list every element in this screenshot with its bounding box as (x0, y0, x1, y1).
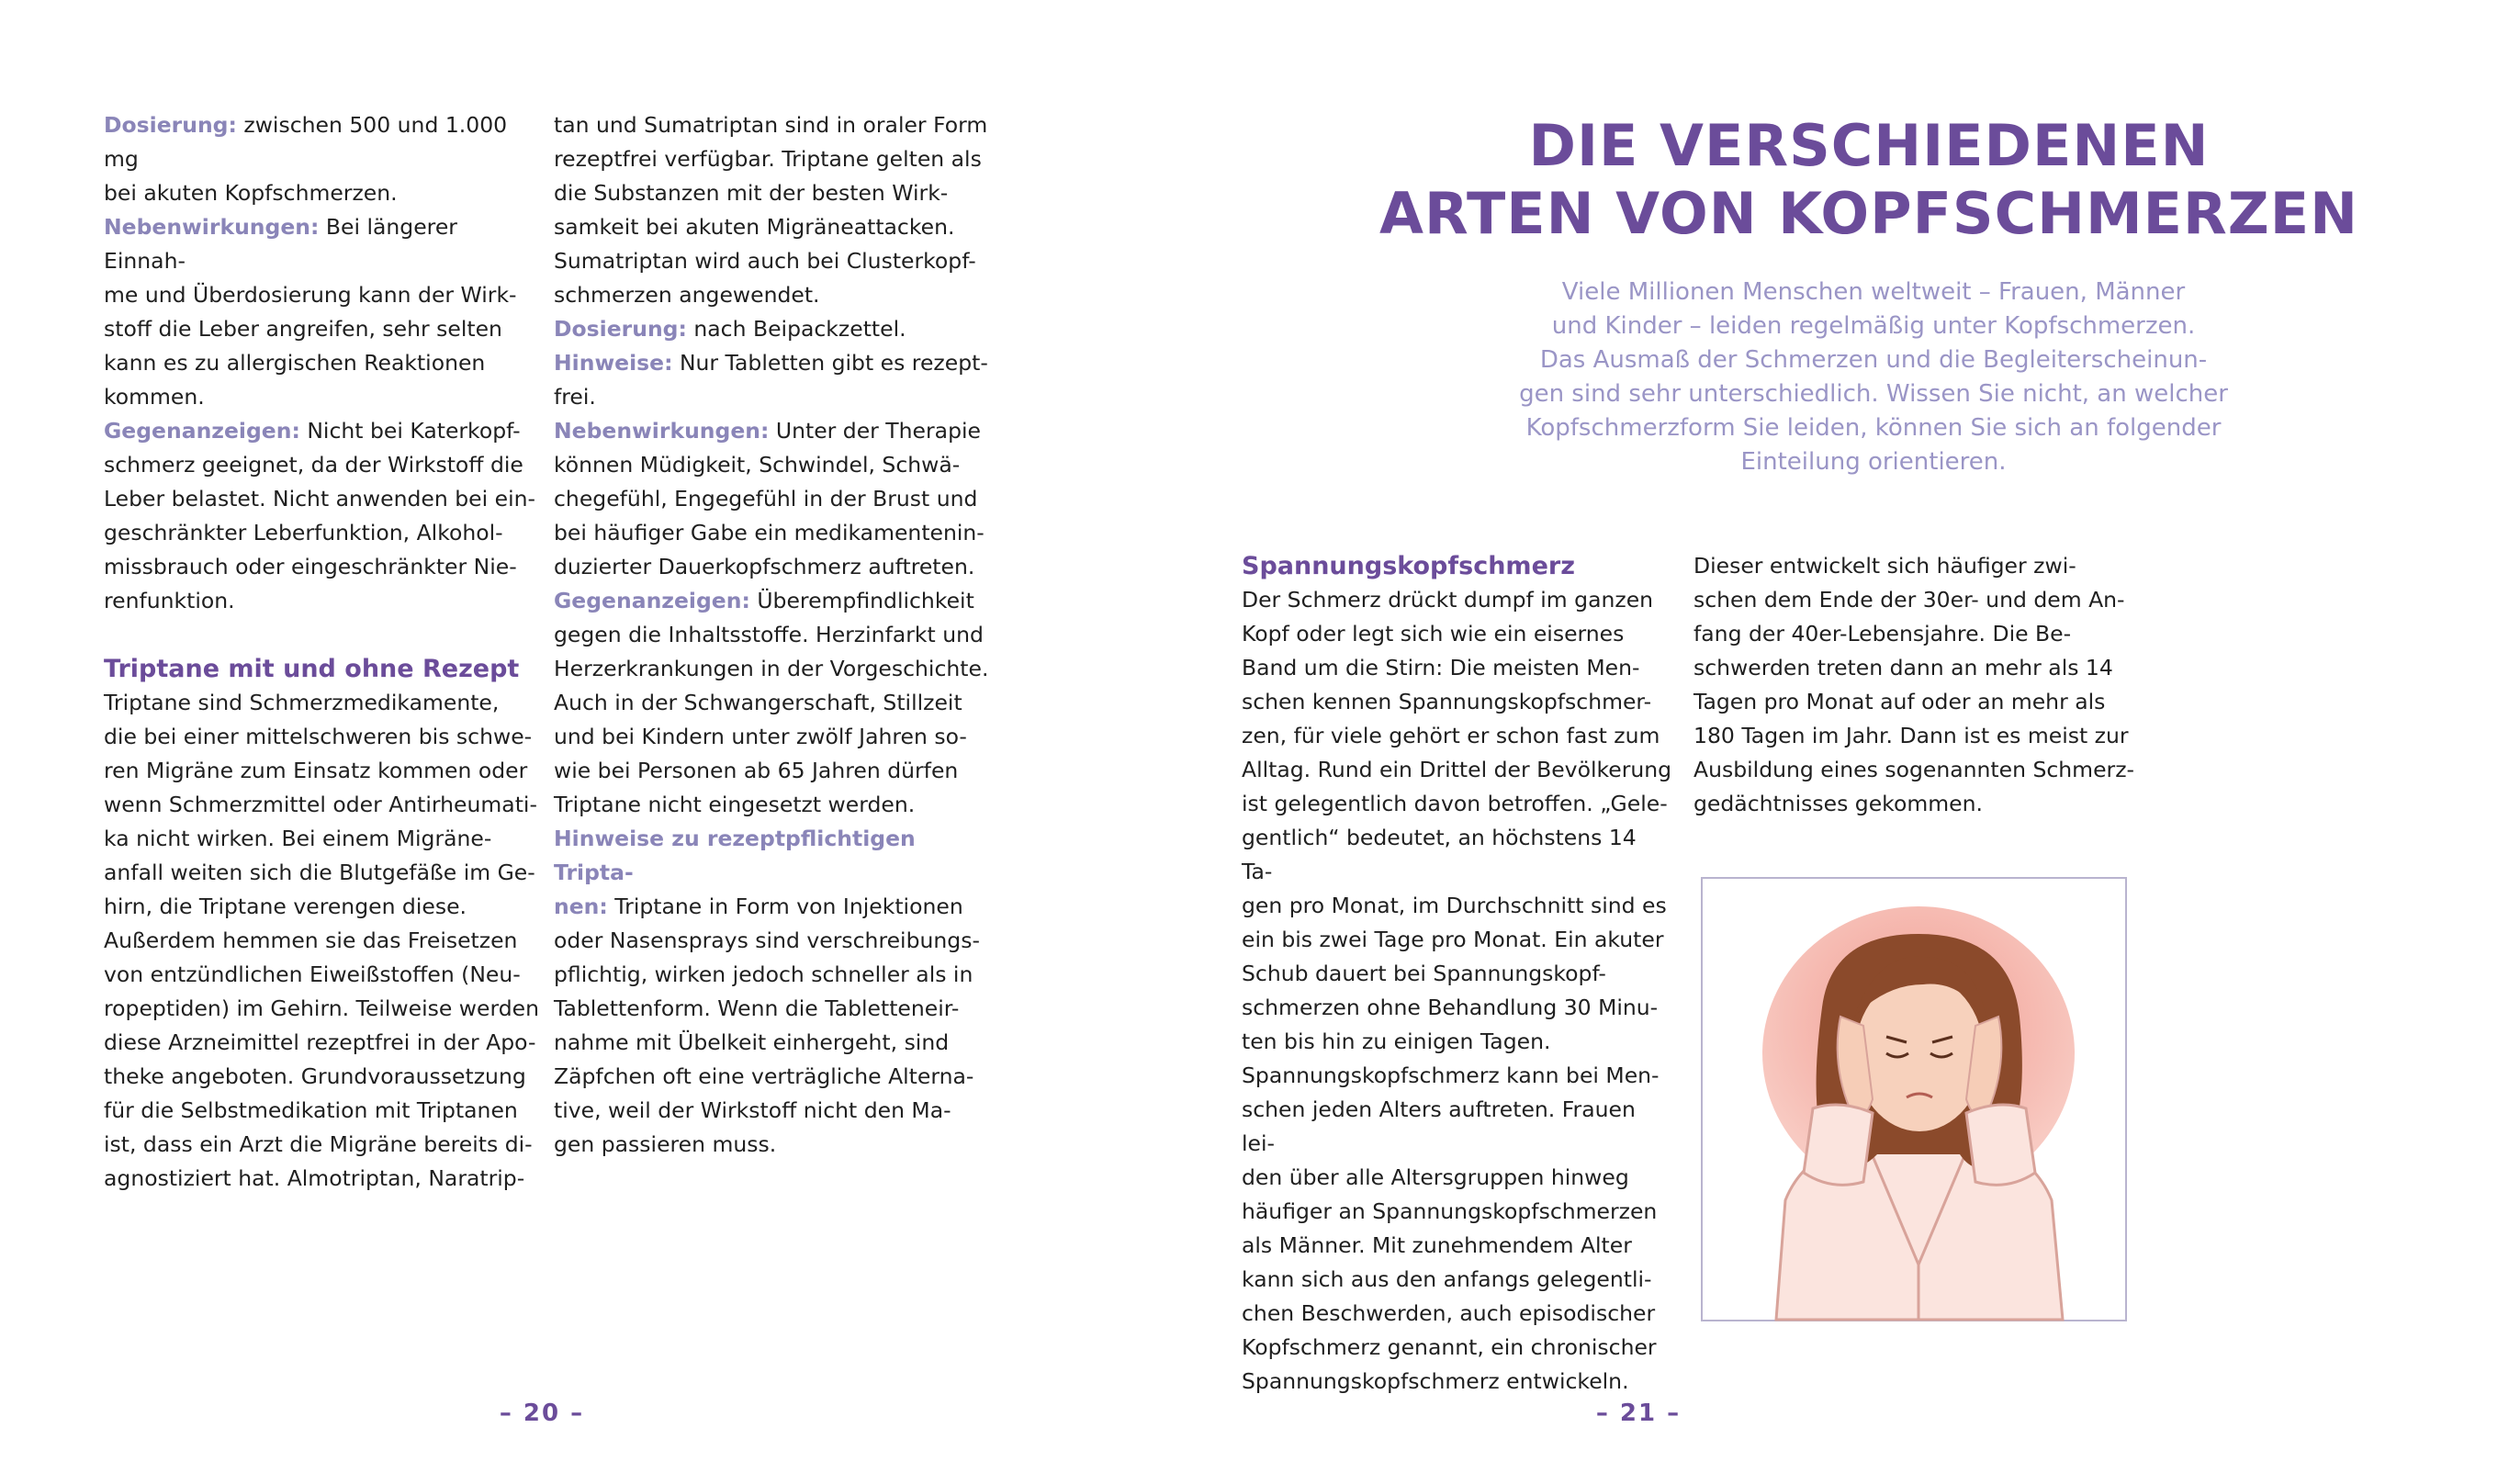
text-line: und bei Kindern unter zwölf Jahren so- (554, 724, 967, 749)
text-line: tan und Sumatriptan sind in oraler Form (554, 112, 988, 138)
text-line: chegefühl, Engegefühl in der Brust und (554, 486, 978, 512)
gegenanzeigen-label: Gegenanzeigen: (104, 418, 300, 444)
text-line (554, 584, 995, 618)
text-line: Triptane sind Schmerzmedikamente, (104, 690, 500, 715)
text-line: duzierter Dauerkopfschmerz auftreten. (554, 554, 975, 579)
text-line: gedächtnisses gekommen. (1693, 791, 1983, 816)
text-line: frei. (554, 384, 596, 410)
text-line: rezeptfrei verfügbar. Triptane gelten als (554, 146, 982, 172)
text-line: ist gelegentlich davon betroffen. „Gele- (1242, 791, 1668, 816)
text-line (554, 822, 995, 890)
text-line: die bei einer mittelschweren bis schwe- (104, 724, 533, 749)
gegenanzeigen-label: Gegenanzeigen: (554, 588, 750, 613)
text-run: zwischen 500 und 1.000 mg (104, 112, 508, 172)
text-line: Spannungskopfschmerz entwickeln. (1242, 1368, 1629, 1394)
text-line: chen Beschwerden, auch episodischer (1242, 1300, 1656, 1326)
text-line: häufiger an Spannungskopfschmerzen (1242, 1198, 1658, 1224)
text-line (554, 414, 995, 448)
text-run: nach Beipackzettel. (686, 316, 906, 342)
text-line: bei akuten Kopfschmerzen. (104, 180, 398, 206)
text-line (104, 108, 545, 176)
text-line: ten bis hin zu einigen Tagen. (1242, 1029, 1551, 1054)
text-line: Tablettenform. Wenn die Tabletteneir- (554, 995, 960, 1021)
text-run: Bei längerer Einnah- (104, 214, 457, 274)
text-line: gentlich“ bedeutet, an höchstens 14 Ta- (1242, 825, 1637, 884)
text-line: gen pro Monat, im Durchschnitt sind es (1242, 893, 1667, 918)
text-line: kommen. (104, 384, 205, 410)
text-run: Unter der Therapie (769, 418, 981, 444)
text-line: schen dem Ende der 30er- und dem An- (1693, 587, 2125, 613)
text-line: anfall weiten sich die Blutgefäße im Ge- (104, 860, 535, 885)
text-line: ist, dass ein Arzt die Migräne bereits di- (104, 1131, 533, 1157)
text-line: kann es zu allergischen Reaktionen (104, 350, 486, 376)
page-title-line-1: DIE VERSCHIEDENEN (1528, 112, 2210, 179)
text-line: Kopf oder legt sich wie ein eisernes (1242, 621, 1625, 646)
intro-line: Das Ausmaß der Schmerzen und die Begleiterscheinun- (1539, 346, 2208, 374)
section-heading-spannungskopfschmerz: Spannungskopfschmerz (1242, 552, 1575, 580)
text-run: Überempfindlichkeit (749, 588, 974, 613)
text-line: können Müdigkeit, Schwindel, Schwä- (554, 452, 961, 478)
text-line: Kopfschmerz genannt, ein chronischer (1242, 1334, 1657, 1360)
rezeptpflicht-label: Hinweise zu rezeptpflichtigen Tripta- (554, 826, 916, 885)
text-line: schen kennen Spannungskopfschmer- (1242, 689, 1652, 714)
text-line: schmerzen ohne Behandlung 30 Minu- (1242, 995, 1659, 1020)
dosierung-label: Dosierung: (104, 112, 237, 138)
section-heading-triptane: Triptane mit und ohne Rezept (104, 655, 520, 683)
text-line: hirn, die Triptane verengen diese. (104, 894, 467, 919)
left-column-1 (104, 108, 545, 1196)
intro-line: Viele Millionen Menschen weltweit – Frauen, Männer (1561, 278, 2186, 306)
text-line (554, 890, 995, 924)
left-column-2 (554, 108, 995, 1162)
intro-line: Einteilung orientieren. (1740, 448, 2007, 476)
dosierung-label: Dosierung: (554, 316, 687, 342)
text-line: Tagen pro Monat auf oder an mehr als (1693, 689, 2106, 714)
text-line: Band um die Stirn: Die meisten Men- (1242, 655, 1640, 680)
text-line: pflichtig, wirken jedoch schneller als in (554, 961, 973, 987)
text-line: agnostiziert hat. Almotriptan, Naratrip- (104, 1165, 525, 1191)
text-line: Dieser entwickelt sich häufiger zwi- (1693, 553, 2076, 579)
text-line: fang der 40er-Lebensjahre. Die Be- (1693, 621, 2072, 646)
text-line (104, 414, 545, 448)
text-line: ren Migräne zum Einsatz kommen oder (104, 758, 528, 783)
text-line: diese Arzneimittel rezeptfrei in der Apo- (104, 1029, 536, 1055)
text-run: Nicht bei Katerkopf- (299, 418, 521, 444)
left-page (0, 0, 1102, 1484)
hinweise-label: Hinweise: (554, 350, 673, 376)
woman-with-headache-image (1703, 879, 2125, 1320)
text-line: Triptane nicht eingesetzt werden. (554, 792, 916, 817)
page-title (1240, 112, 2498, 248)
text-line: Leber belastet. Nicht anwenden bei ein- (104, 486, 535, 512)
page-title-line-2: ARTEN VON KOPFSCHMERZEN (1379, 180, 2358, 247)
text-line: Der Schmerz drückt dumpf im ganzen (1242, 587, 1654, 613)
text-line: oder Nasensprays sind verschreibungs- (554, 928, 980, 953)
text-line (554, 312, 995, 346)
text-line: tive, weil der Wirkstoff nicht den Ma- (554, 1097, 951, 1123)
right-column-2 (1693, 549, 2134, 821)
text-run: Nur Tabletten gibt es rezept- (672, 350, 988, 376)
text-line: Schub dauert bei Spannungskopf- (1242, 961, 1606, 986)
nebenwirkungen-label: Nebenwirkungen: (104, 214, 320, 240)
text-line (554, 346, 995, 380)
text-line: Auch in der Schwangerschaft, Stillzeit (554, 690, 962, 715)
right-column-1 (1242, 549, 1673, 1399)
text-line: den über alle Altersgruppen hinweg (1242, 1164, 1629, 1190)
text-line: zen, für viele gehört er schon fast zum (1242, 723, 1660, 748)
rezeptpflicht-label-cont: nen: (554, 894, 608, 919)
intro-line: gen sind sehr unterschiedlich. Wissen Sie nicht, an welcher (1519, 380, 2228, 408)
text-line: Spannungskopfschmerz kann bei Men- (1242, 1062, 1660, 1088)
text-line (104, 210, 545, 278)
text-line: Sumatriptan wird auch bei Clusterkopf- (554, 248, 976, 274)
text-line: von entzündlichen Eiweißstoffen (Neu- (104, 961, 521, 987)
text-line: gegen die Inhaltsstoffe. Herzinfarkt und (554, 622, 984, 647)
text-line: Außerdem hemmen sie das Freisetzen (104, 928, 518, 953)
text-line: schwerden treten dann an mehr als 14 (1693, 655, 2113, 680)
text-line: gen passieren muss. (554, 1131, 777, 1157)
page-number-20: – 20 – (499, 1400, 585, 1427)
right-page (1102, 0, 2358, 1484)
text-line: ka nicht wirken. Bei einem Migräne- (104, 826, 492, 851)
page-number-21: – 21 – (1595, 1400, 1682, 1427)
intro-line: Kopfschmerzform Sie leiden, können Sie sich an folgender (1525, 414, 2222, 442)
text-run: Triptane in Form von Injektionen (607, 894, 963, 919)
headache-illustration (1701, 877, 2127, 1321)
intro-line: und Kinder – leiden regelmäßig unter Kopfschmerzen. (1551, 312, 2196, 340)
text-line: me und Überdosierung kann der Wirk- (104, 282, 517, 308)
text-line: die Substanzen mit der besten Wirk- (554, 180, 949, 206)
text-line: wie bei Personen ab 65 Jahren dürfen (554, 758, 959, 783)
text-line: samkeit bei akuten Migräneattacken. (554, 214, 955, 240)
text-line: 180 Tagen im Jahr. Dann ist es meist zur (1693, 723, 2129, 748)
text-line: Ausbildung eines sogenannten Schmerz- (1693, 757, 2135, 782)
text-line: geschränkter Leberfunktion, Alkohol- (104, 520, 503, 545)
text-line: stoff die Leber angreifen, sehr selten (104, 316, 502, 342)
text-line: wenn Schmerzmittel oder Antirheumati- (104, 792, 537, 817)
text-line: Herzerkrankungen in der Vorgeschichte. (554, 656, 989, 681)
text-line: für die Selbstmedikation mit Triptanen (104, 1097, 518, 1123)
text-line: Alltag. Rund ein Drittel der Bevölkerung (1242, 757, 1672, 782)
text-line: bei häufiger Gabe ein medikamentenin- (554, 520, 985, 545)
text-line: schmerz geeignet, da der Wirkstoff die (104, 452, 523, 478)
text-line: schen jeden Alters auftreten. Frauen lei- (1242, 1096, 1636, 1156)
text-line: kann sich aus den anfangs gelegentli- (1242, 1266, 1652, 1292)
text-line: ein bis zwei Tage pro Monat. Ein akuter (1242, 927, 1664, 952)
intro-paragraph (1304, 275, 2443, 479)
text-line: Zäpfchen oft eine verträgliche Alterna- (554, 1063, 974, 1089)
text-line: als Männer. Mit zunehmendem Alter (1242, 1232, 1632, 1258)
nebenwirkungen-label: Nebenwirkungen: (554, 418, 770, 444)
text-line: schmerzen angewendet. (554, 282, 820, 308)
text-line: missbrauch oder eingeschränkter Nie- (104, 554, 517, 579)
text-line: nahme mit Übelkeit einhergeht, sind (554, 1029, 950, 1055)
text-line: theke angeboten. Grundvoraussetzung (104, 1063, 526, 1089)
text-line: ropeptiden) im Gehirn. Teilweise werden (104, 995, 539, 1021)
text-line: renfunktion. (104, 588, 235, 613)
